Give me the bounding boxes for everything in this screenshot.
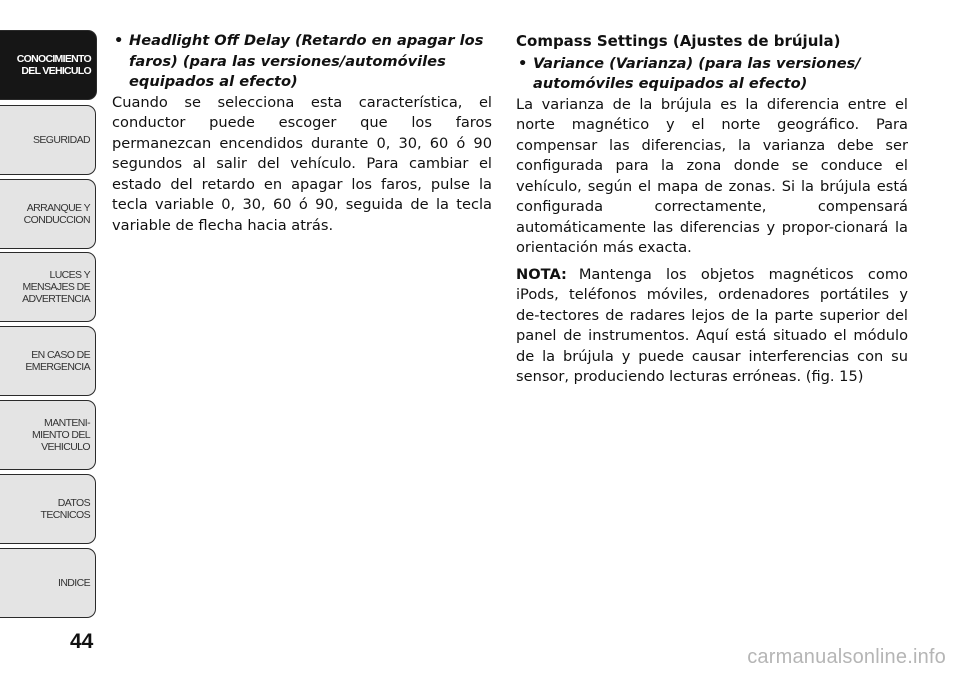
compass-settings-heading: Compass Settings (Ajustes de brújula): [516, 32, 841, 50]
watermark: carmanualsonline.info: [747, 646, 946, 668]
headlight-delay-body: Cuando se selecciona esta característica, el conductor puede escoger que los faros permanezcan encendidos durante 0, 30, 60 ó 90 segundos al salir del vehículo. Para cambiar el estado del retardo en apagar los faros, pulse la tecla variable 0, 30, 60 ó 90, seguida de la tecla variable de flecha hacia atrás.: [112, 93, 492, 234]
variance-body: La varianza de la brújula es la diferencia entre el norte magnético y el norte geográfico. Para compensar las diferencias, la varianza debe ser configurada para la zona donde se conduce el vehículo, según el mapa de zonas. Si la brújula está configurada correctamente, compensará automáticamente las diferencias y propor-cionará la orientación más exacta.: [516, 95, 908, 256]
tab-seguridad[interactable]: SEGURIDAD: [0, 105, 96, 175]
tab-en-caso-de-emergencia[interactable]: EN CASO DE EMERGENCIA: [0, 326, 96, 396]
bullet-title: • Variance (Varianza) (para las versiones/ automóviles equipados al efecto): [533, 54, 861, 92]
variance-heading: [516, 54, 908, 95]
headlight-delay-heading: [112, 31, 492, 93]
right-column: [516, 31, 908, 388]
bullet-title: • Headlight Off Delay (Retardo en apagar los faros) (para las versiones/automóviles equipados al efecto): [129, 32, 484, 90]
note-label: NOTA:: [516, 265, 567, 283]
tab-datos-tecnicos[interactable]: DATOS TECNICOS: [0, 474, 96, 544]
page-number: 44: [70, 630, 94, 653]
left-column: [112, 31, 492, 236]
tab-indice[interactable]: INDICE: [0, 548, 96, 618]
note-paragraph: [516, 265, 908, 388]
tab-conocimiento-del-vehiculo[interactable]: CONOCIMIENTO DEL VEHICULO: [0, 30, 97, 100]
tab-luces-y-mensajes[interactable]: LUCES Y MENSAJES DE ADVERTENCIA: [0, 252, 96, 322]
tab-arranque-y-conduccion[interactable]: ARRANQUE Y CONDUCCION: [0, 179, 96, 249]
tab-mantenimiento[interactable]: MANTENI- MIENTO DEL VEHICULO: [0, 400, 96, 470]
note-body: Mantenga los objetos magnéticos como iPods, teléfonos móviles, ordenadores portátiles y de-tectores de radares lejos de la parte superior del panel de instrumentos. Aquí está situado el módulo de la brújula y puede causar interferencias con su sensor, produciendo lecturas erróneas. (fig. 15): [516, 265, 908, 385]
